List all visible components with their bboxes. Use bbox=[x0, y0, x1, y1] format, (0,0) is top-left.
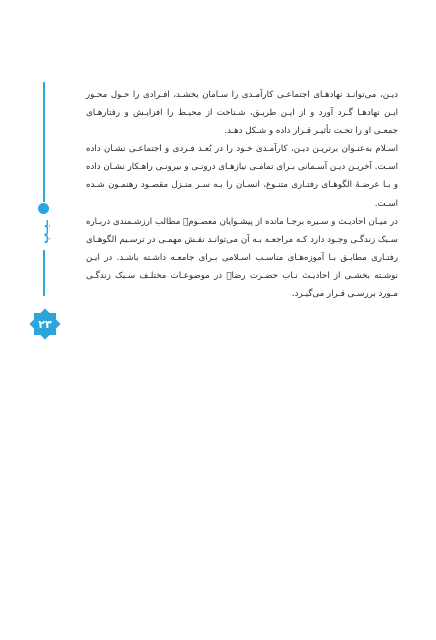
page-number: ۲۳ bbox=[38, 317, 52, 331]
paragraph-3: در میـان احادیـث و سـیره برجـا مانده از پیشـوایان معصـومﷺ مطالب ارزشـمندی دربـاره سـبک زندگـی وجـود دارد کـه مراجعـه بـه آن می‌توانـد نقـش مهمـی در ترسـیم الگوهـای رفتـاری مطابـق بـا آموزه‌هـای مناسـب اسـلامی بـرای جامعـه داشـته باشـد. در ایـن نوشـته بخشـی از احادیـث نـاب حضـرت رضاؑ در موضوعـات مختلـف سـبک زندگـی مـورد بررسـی قـرار می‌گیـرد. bbox=[86, 216, 398, 300]
paragraph-2: اسـلام به‌عنـوان برتریـن دیـن، کارآمـدی خـود را در بُعـد فـردی و اجتماعـی نشـان داده اسـت. آخریـن دیـن آسـمانی بـرای تمامـی نیازهـای درونـی و بیرونـی راهـکار نشـان داده و بـا عرضـهٔ الگوهـای رفتـاری متنـوع، انسـان را بـه سـر منـزل مقصـود رهنمـون شـده اسـت. bbox=[86, 144, 398, 209]
margin-rule-bottom bbox=[43, 250, 45, 296]
page-number-badge bbox=[28, 307, 62, 341]
section-label: ـیـپ bbox=[37, 220, 51, 244]
body-text bbox=[86, 86, 398, 303]
margin-rule-top bbox=[43, 82, 45, 202]
paragraph-1: دیـن، می‌توانـد نهادهـای اجتماعـی کارآمـدی را سـامان بخشـد، افـرادی را حـول محـور ایـن نهادهـا گـرد آورد و از ایـن طریـق، شـناخت از محیـط را افزایـش و رفتارهـای جمعـی او را تحـت تأثیـر قـرار داده و شـکل دهـد. bbox=[86, 90, 398, 137]
margin-dot bbox=[38, 203, 49, 214]
